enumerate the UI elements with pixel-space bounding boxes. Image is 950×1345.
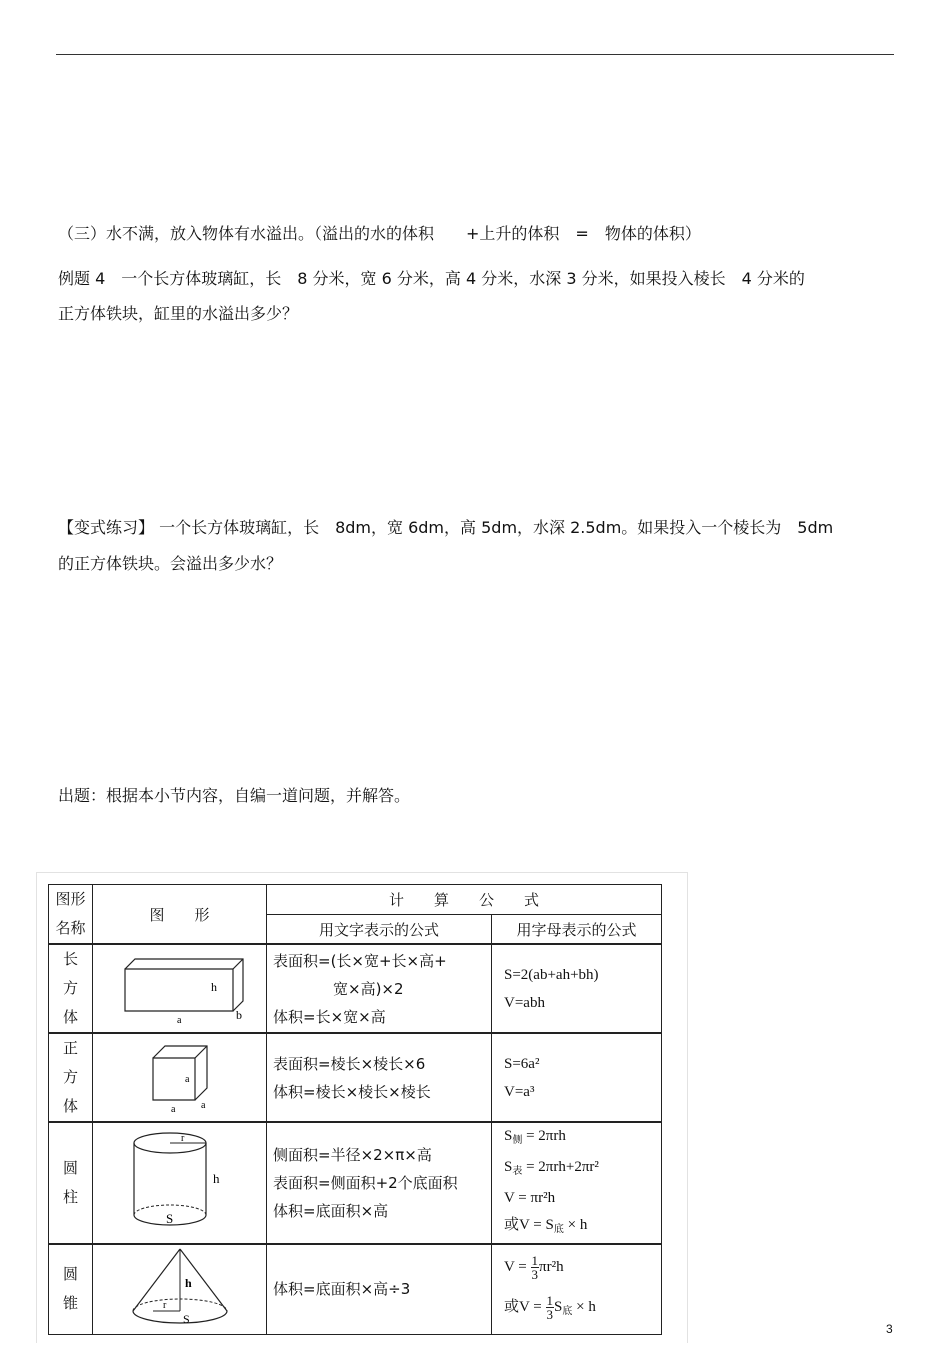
word-formula-cube: 表面积=棱长×棱长×6 体积=棱长×棱长×棱长 [267, 1033, 492, 1122]
word-formula-cuboid: 表面积=(长×宽+长×高+ 宽×高)×2 体积=长×宽×高 [267, 944, 492, 1033]
section-title: （三）水不满，放入物体有水溢出。（溢出的水的体积 +上升的体积 = 物体的体积） [58, 224, 701, 243]
page-number: 3 [886, 1322, 893, 1336]
header-figure: 图 形 [93, 885, 267, 945]
cylinder-diagram [125, 1127, 235, 1235]
cone-label-s: S [182, 1312, 190, 1327]
shape-name-cylinder: 圆 柱 [49, 1122, 93, 1244]
cube-label-depth: a [200, 1099, 205, 1111]
word-formula-cylinder: 侧面积=半径×2×π×高 表面积=侧面积+2个底面积 体积=底面积×高 [267, 1122, 492, 1244]
example4-line2: 正方体铁块，缸里的水溢出多少？ [58, 304, 299, 323]
header-shape-name: 图形 名称 [49, 885, 93, 945]
shape-name-cuboid: 长 方 体 [49, 944, 93, 1033]
cone-label-h: h [184, 1276, 192, 1291]
cylinder-label-s: S [165, 1211, 173, 1226]
row-cone [49, 1244, 662, 1334]
letter-formula-cube: S=6a² V=a³ [492, 1033, 662, 1122]
letter-formula-cone: V = $\frac{1}{3}$ πr²h 或V = $\frac{1}{3}$ $S_底 \times h$ [492, 1244, 662, 1334]
practice-line2: 的正方体铁块。会溢出多少水？ [58, 554, 283, 573]
cuboid-label-h: h [210, 979, 217, 994]
fraction-one-third-alt: $\frac{1}{3}$ [546, 1292, 554, 1322]
header-word-formula: 用文字表示的公式 [267, 915, 492, 944]
cone-label-r: r [162, 1300, 166, 1312]
row-cylinder [49, 1122, 662, 1244]
practice-line1: 【变式练习】 一个长方体玻璃缸，长 8dm，宽 6dm，高 5dm，水深 2.5dm。如果投入一个棱长为 5dm [58, 518, 834, 537]
figure-cube [93, 1033, 267, 1122]
cuboid-diagram [105, 947, 255, 1027]
letter-formula-cylinder: $S_侧 = 2\pi rh$ $S_表 = 2\pi rh+2\pi r^2$ V = πr²h 或$V = S_底 \times h$ [492, 1122, 662, 1244]
example4-line1: 例题 4 一个长方体玻璃缸，长 8 分米，宽 6 分米，高 4 分米，水深 3 分米，如果投入棱长 4 分米的 [58, 269, 805, 288]
word-formula-cone: 体积=底面积×高÷3 [267, 1244, 492, 1334]
figure-cylinder [93, 1122, 267, 1244]
row-cuboid [49, 944, 662, 1033]
header-formula: 计 算 公 式 [267, 885, 662, 915]
header-rule [56, 54, 894, 55]
shape-name-cube: 正 方 体 [49, 1033, 93, 1122]
figure-cone [93, 1244, 267, 1334]
cylinder-label-h: h [212, 1171, 219, 1186]
header-letter-formula: 用字母表示的公式 [492, 915, 662, 944]
row-cube [49, 1033, 662, 1122]
cube-label-height: a [184, 1073, 189, 1085]
figure-cuboid [93, 944, 267, 1033]
cone-diagram [125, 1245, 235, 1329]
cube-diagram [135, 1036, 225, 1116]
task-prompt: 出题：根据本小节内容，自编一道问题，并解答。 [58, 786, 411, 805]
letter-formula-cuboid: S=2(ab+ah+bh) V=abh [492, 944, 662, 1033]
cuboid-label-b: b [235, 1007, 242, 1022]
cube-label-width: a [170, 1103, 175, 1115]
shape-name-cone: 圆 锥 [49, 1244, 93, 1334]
fraction-one-third: $\frac{1}{3}$ [531, 1252, 539, 1282]
cylinder-label-r: r [180, 1133, 184, 1144]
formula-table [48, 884, 662, 1335]
cuboid-label-a: a [176, 1014, 181, 1026]
